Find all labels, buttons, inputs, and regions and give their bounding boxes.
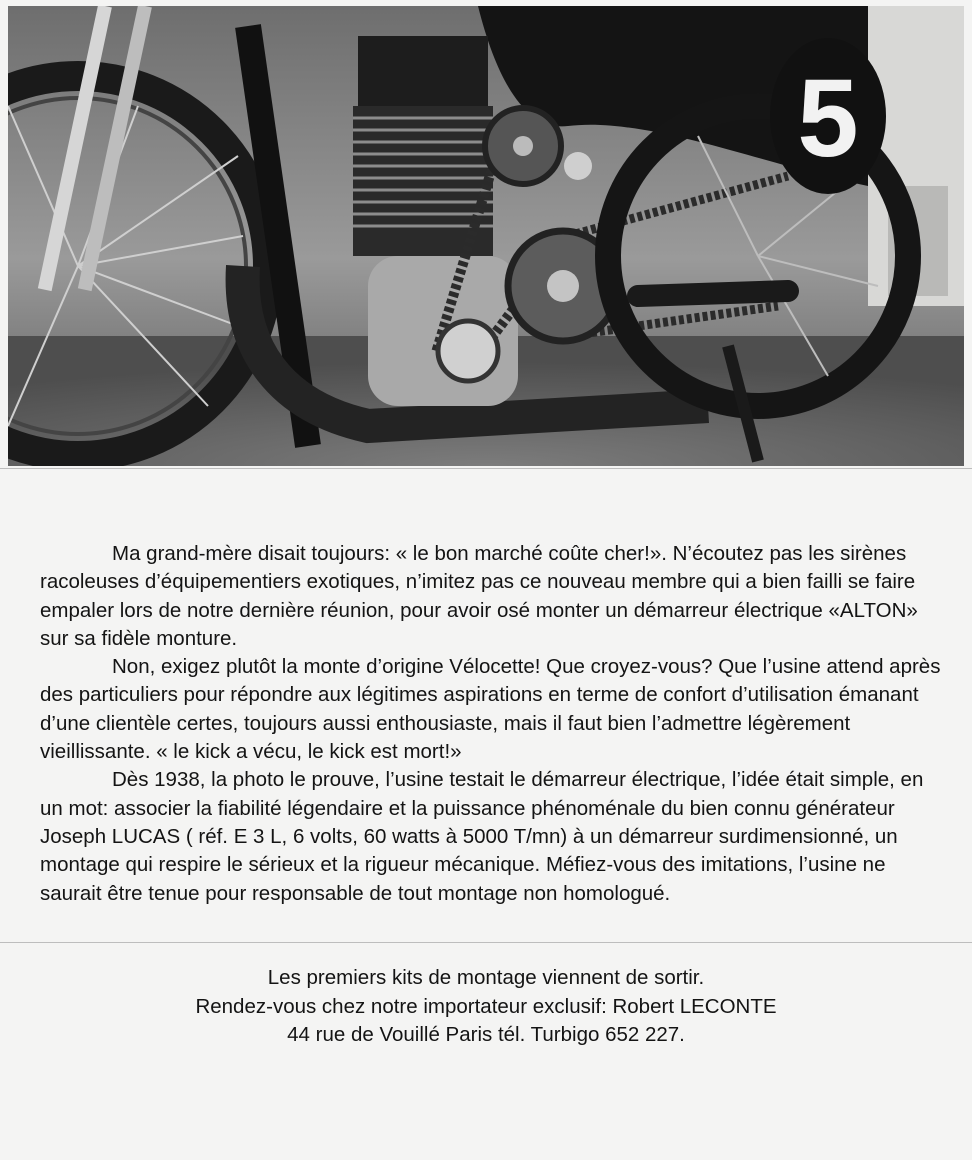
footer-line-importer: Rendez-vous chez notre importateur exclusif: Robert LECONTE xyxy=(195,994,777,1018)
race-number: 5 xyxy=(797,57,859,180)
section-divider xyxy=(0,942,972,943)
paragraph-3: Dès 1938, la photo le prouve, l’usine testait le démarreur électrique, l’idée était simple, en un mot: associer la fiabilité légendaire et la puissance phénoménale du bien connu générateur Joseph LUCAS ( réf. E 3 L, 6 volts, 60 watts à 5000 T/mn) à un démarreur surdimensionné, un montage qui respire le sérieux et la rigueur mécanique. Méfiez-vous des imitations, l’usine ne saurait être tenue pour responsable de tout montage non homologué. xyxy=(40,768,924,905)
motorcycle-illustration xyxy=(8,6,964,466)
motorcycle-photo xyxy=(8,6,964,466)
photo-edge-divider xyxy=(0,468,972,469)
article-body xyxy=(40,540,945,908)
paragraph-2: Non, exigez plutôt la monte d’origine Vélocette! Que croyez-vous? Que l’usine attend après des particuliers pour répondre aux légitimes aspirations en terme de confort d’utilisation émanant d’une clientèle certes, toujours aussi enthousiaste, mais il faut bien l’admettre légèrement vieillissante. « le kick a vécu, le kick est mort!» xyxy=(40,655,941,764)
footer-line-address: 44 rue de Vouillé Paris tél. Turbigo 652 227. xyxy=(287,1023,685,1046)
footer-line-kits: Les premiers kits de montage viennent de sortir. xyxy=(267,966,705,989)
footer-notice xyxy=(0,964,972,1050)
paragraph-1: Ma grand-mère disait toujours: « le bon marché coûte cher!». N’écoutez pas les sirènes racoleuses d’équipementiers exotiques, n’imitez pas ce nouveau membre qui a bien failli se faire empaler lors de notre dernière réunion, pour avoir osé monter un démarreur électrique «ALTON» sur sa fidèle monture. xyxy=(40,542,918,650)
